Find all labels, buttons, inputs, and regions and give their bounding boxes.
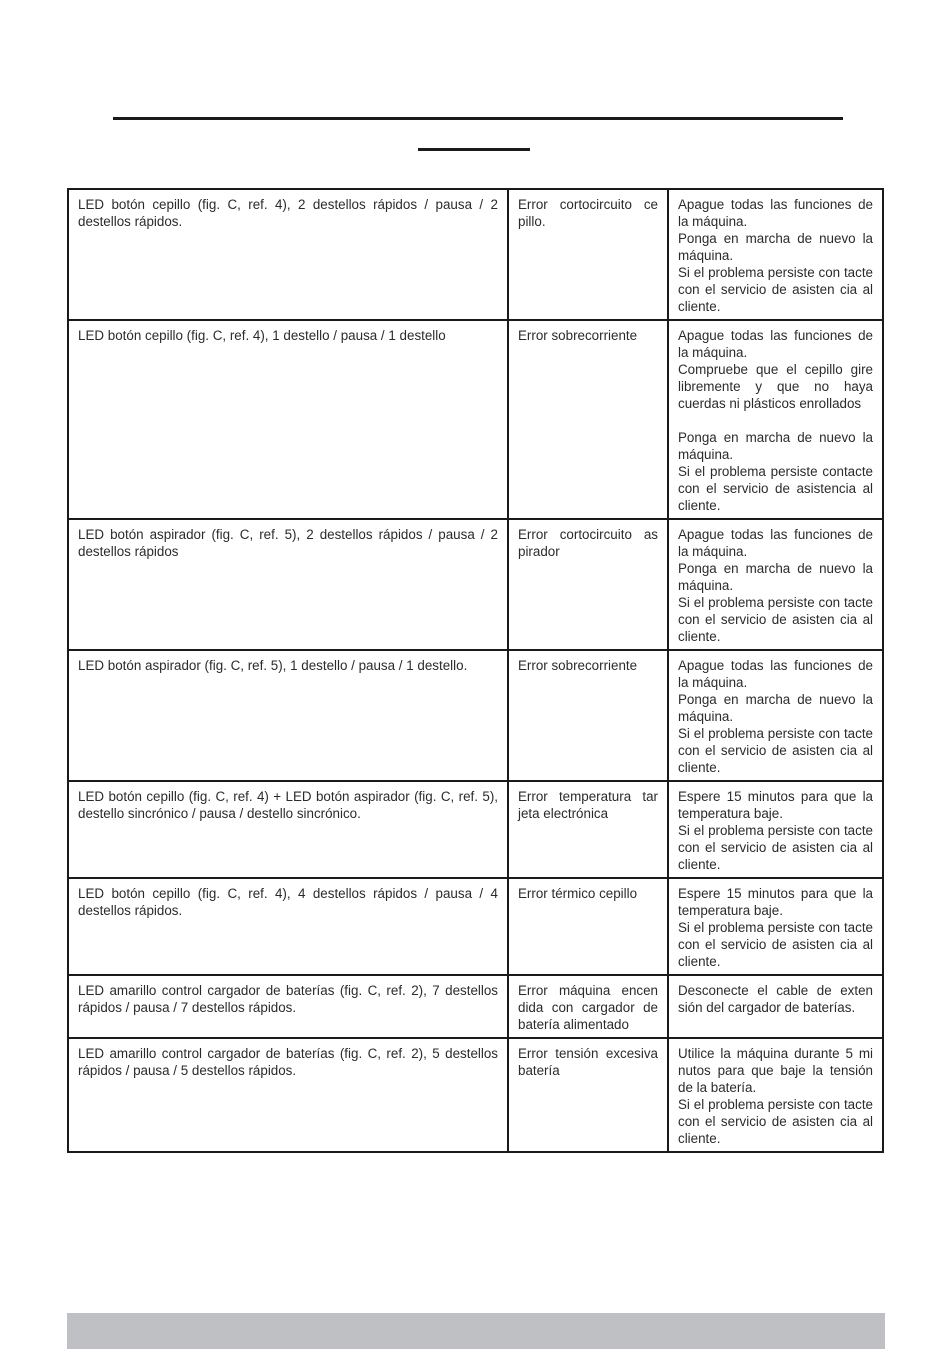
- error-cell: Error cortocircuito ce pillo.: [508, 189, 668, 320]
- signal-cell: LED botón cepillo (fig. C, ref. 4), 1 destello / pausa / 1 destello: [68, 320, 508, 519]
- signal-cell: LED botón aspirador (fig. C, ref. 5), 1 destello / pausa / 1 destello.: [68, 650, 508, 781]
- error-cell: Error temperatura tar jeta electrónica: [508, 781, 668, 878]
- signal-cell: LED botón cepillo (fig. C, ref. 4), 4 destellos rápidos / pausa / 4 destellos rápidos.: [68, 878, 508, 975]
- solution-cell: Desconecte el cable de exten sión del cargador de baterías.: [668, 975, 883, 1038]
- table-row: [68, 650, 883, 781]
- table-row: [68, 1038, 883, 1152]
- error-cell: Error máquina encen dida con cargador de batería alimentado: [508, 975, 668, 1038]
- solution-cell: Espere 15 minutos para que la temperatura baje. Si el problema persiste con tacte con el servicio de asisten cia al cliente.: [668, 781, 883, 878]
- header-subrule: [418, 148, 530, 151]
- footer-bar: [67, 1313, 885, 1349]
- signal-cell: LED amarillo control cargador de baterías (fig. C, ref. 2), 7 destellos rápidos / pausa / 7 destellos rápidos.: [68, 975, 508, 1038]
- solution-cell: Utilice la máquina durante 5 mi nutos para que baje la tensión de la batería. Si el problema persiste con tacte con el servicio de asisten cia al cliente.: [668, 1038, 883, 1152]
- table-row: [68, 975, 883, 1038]
- error-cell: Error cortocircuito as pirador: [508, 519, 668, 650]
- error-cell: Error sobrecorriente: [508, 320, 668, 519]
- solution-cell: Espere 15 minutos para que la temperatura baje. Si el problema persiste con tacte con el servicio de asisten cia al cliente.: [668, 878, 883, 975]
- solution-cell: Apague todas las funciones de la máquina. Ponga en marcha de nuevo la máquina. Si el problema persiste con tacte con el servicio de asisten cia al cliente.: [668, 519, 883, 650]
- troubleshooting-table: [67, 188, 884, 1153]
- header-rule: [113, 117, 843, 120]
- signal-cell: LED botón cepillo (fig. C, ref. 4) + LED botón aspirador (fig. C, ref. 5), destello sincrónico / pausa / destello sincrónico.: [68, 781, 508, 878]
- error-cell: Error sobrecorriente: [508, 650, 668, 781]
- error-cell: Error tensión excesiva batería: [508, 1038, 668, 1152]
- solution-cell: Apague todas las funciones de la máquina. Ponga en marcha de nuevo la máquina. Si el problema persiste con tacte con el servicio de asisten cia al cliente.: [668, 650, 883, 781]
- table-row: [68, 781, 883, 878]
- solution-cell: Apague todas las funciones de la máquina. Ponga en marcha de nuevo la máquina. Si el problema persiste con tacte con el servicio de asisten cia al cliente.: [668, 189, 883, 320]
- signal-cell: LED botón aspirador (fig. C, ref. 5), 2 destellos rápidos / pausa / 2 destellos rápidos: [68, 519, 508, 650]
- table-row: [68, 189, 883, 320]
- table-row: [68, 519, 883, 650]
- table-row: [68, 320, 883, 519]
- table-row: [68, 878, 883, 975]
- signal-cell: LED amarillo control cargador de baterías (fig. C, ref. 2), 5 destellos rápidos / pausa / 5 destellos rápidos.: [68, 1038, 508, 1152]
- signal-cell: LED botón cepillo (fig. C, ref. 4), 2 destellos rápidos / pausa / 2 destellos rápidos.: [68, 189, 508, 320]
- solution-cell: Apague todas las funciones de la máquina. Compruebe que el cepillo gire libremente y que no haya cuerdas ni plásticos enrollados Ponga en marcha de nuevo la máquina. Si el problema persiste contacte con el servicio de asistencia al cliente.: [668, 320, 883, 519]
- error-cell: Error térmico cepillo: [508, 878, 668, 975]
